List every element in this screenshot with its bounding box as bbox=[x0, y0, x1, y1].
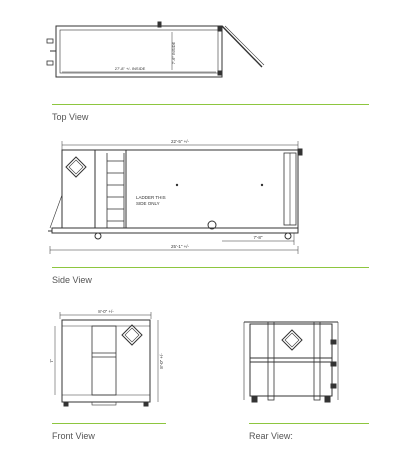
side-view-right-dim-label: 7'-8" bbox=[253, 235, 263, 240]
top-view-hinge bbox=[218, 71, 221, 75]
side-view-rear-roller bbox=[285, 233, 291, 239]
side-view-caption: Side View bbox=[52, 275, 92, 285]
top-view-length-label: 27'-8" +/- INSIDE bbox=[114, 66, 146, 71]
front-view-inner-height-label: 7' bbox=[49, 359, 54, 363]
side-view-ladder-note-line-2: SIDE ONLY bbox=[136, 201, 160, 206]
front-view-divider bbox=[52, 423, 166, 424]
top-view-hinge bbox=[158, 22, 161, 27]
top-view-door-edge bbox=[225, 26, 264, 65]
rear-view-caption: Rear View: bbox=[249, 431, 293, 441]
top-view-door bbox=[222, 26, 262, 67]
side-view-ladder bbox=[107, 153, 124, 228]
top-view-drawing bbox=[40, 15, 270, 85]
rear-view-drawing bbox=[240, 312, 350, 412]
top-view-hook-bottom bbox=[47, 61, 53, 65]
top-view-width-label: 7'-6" INSIDE bbox=[171, 41, 176, 65]
front-view-width-dim-label: 8'-0" +/- bbox=[98, 309, 114, 314]
top-view-hinge bbox=[218, 27, 221, 31]
top-view-divider bbox=[52, 104, 369, 105]
top-view-caption: Top View bbox=[52, 112, 89, 122]
front-view-height-dim-label: 8'-0" +/- bbox=[159, 353, 164, 369]
side-view-ladder-note-line-1: LADDER THIS bbox=[136, 195, 166, 200]
side-view-top-dim-label: 22'-5" +/- bbox=[170, 139, 190, 144]
rear-view-divider bbox=[249, 423, 369, 424]
side-view-bottom-dim-label: 25'-1" +/- bbox=[170, 244, 190, 249]
front-view-caption: Front View bbox=[52, 431, 95, 441]
rear-view-right-post bbox=[314, 322, 320, 400]
front-view-container-body bbox=[62, 320, 150, 402]
front-view-center-post bbox=[92, 326, 116, 395]
top-view-hook-top bbox=[47, 39, 53, 43]
rear-view-left-post bbox=[268, 322, 274, 400]
side-view-drawing bbox=[40, 135, 320, 260]
side-view-front-roller bbox=[95, 233, 101, 239]
front-view-drawing bbox=[48, 305, 168, 415]
side-view-container-body bbox=[62, 150, 298, 228]
side-view-chassis-rail bbox=[52, 228, 298, 233]
side-view-divider bbox=[52, 267, 369, 268]
